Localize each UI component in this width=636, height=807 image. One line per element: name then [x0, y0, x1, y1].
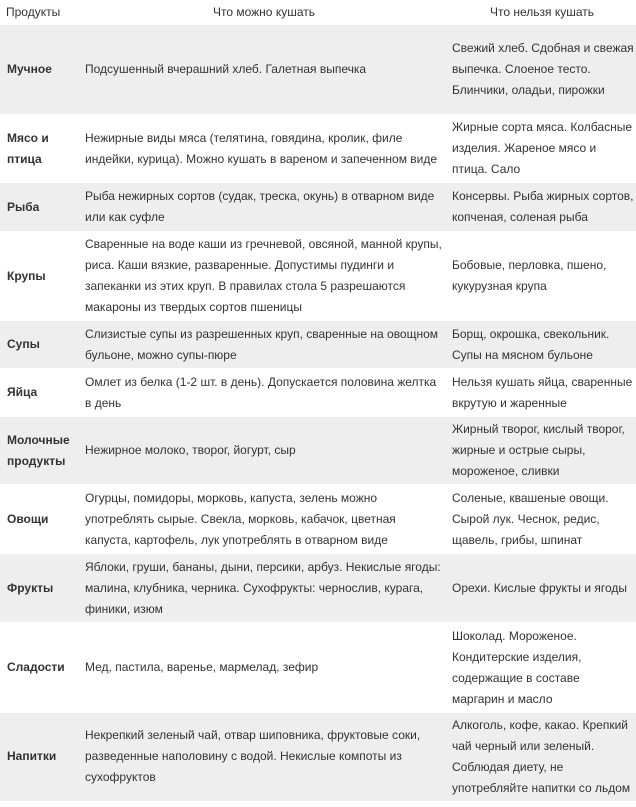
- allowed-cell: Нежирное молоко, творог, йогурт, сыр: [80, 417, 446, 485]
- product-cell: Рыба: [0, 183, 80, 232]
- product-cell: Супы: [0, 321, 80, 369]
- product-cell: Мясо и птица: [0, 115, 80, 183]
- allowed-cell: Некрепкий зеленый чай, отвар шиповника, фруктовые соки, разведенные наполовину с водой. Некислые компоты из сухофруктов: [80, 713, 446, 801]
- forbidden-cell: Бобовые, перловка, пшено, кукурузная крупа: [446, 232, 636, 321]
- table-row: [0, 321, 636, 369]
- product-cell: Яйца: [0, 369, 80, 417]
- table-header: [0, 0, 636, 25]
- allowed-cell: Слизистые супы из разрешенных круп, сваренные на овощном бульоне, можно супы-пюре: [80, 321, 446, 369]
- table-row: [0, 25, 636, 115]
- header-forbidden: Что нельзя кушать: [446, 0, 636, 25]
- table-row: [0, 623, 636, 713]
- forbidden-cell: Жирный творог, кислый творог, жирные и острые сыры, мороженое, сливки: [446, 417, 636, 485]
- allowed-cell: Яблоки, груши, бананы, дыни, персики, арбуз. Некислые ягоды: малина, клубника, черника. Сухофрукты: чернослив, курага, финики, изюм: [80, 554, 446, 623]
- table-row: [0, 417, 636, 485]
- table-row: [0, 115, 636, 183]
- allowed-cell: Нежирные виды мяса (телятина, говядина, кролик, филе индейки, курица). Можно кушать в вареном и запеченном виде: [80, 115, 446, 183]
- forbidden-cell: Соленые, квашеные овощи. Сырой лук. Чеснок, редис, щавель, грибы, шпинат: [446, 485, 636, 554]
- allowed-cell: Рыба нежирных сортов (судак, треска, окунь) в отварном виде или как суфле: [80, 183, 446, 232]
- allowed-cell: Мед, пастила, варенье, мармелад, зефир: [80, 623, 446, 713]
- product-cell: Мучное: [0, 25, 80, 115]
- product-cell: Крупы: [0, 232, 80, 321]
- forbidden-cell: Шоколад. Мороженое. Кондитерские изделия, содержащие в составе маргарин и масло: [446, 623, 636, 713]
- table-row: [0, 183, 636, 232]
- product-cell: Фрукты: [0, 554, 80, 623]
- table-row: [0, 554, 636, 623]
- forbidden-cell: Нельзя кушать яйца, сваренные вкрутую и жаренные: [446, 369, 636, 417]
- table-row: [0, 485, 636, 554]
- product-cell: Напитки: [0, 713, 80, 801]
- allowed-cell: Омлет из белка (1-2 шт. в день). Допускается половина желтка в день: [80, 369, 446, 417]
- table-body: [0, 25, 636, 801]
- table-row: [0, 232, 636, 321]
- forbidden-cell: Свежий хлеб. Сдобная и свежая выпечка. Слоеное тесто. Блинчики, оладьи, пирожки: [446, 25, 636, 115]
- table-row: [0, 369, 636, 417]
- header-row: [0, 0, 636, 25]
- product-cell: Сладости: [0, 623, 80, 713]
- header-allowed: Что можно кушать: [80, 0, 446, 25]
- product-cell: Овощи: [0, 485, 80, 554]
- forbidden-cell: Консервы. Рыба жирных сортов, копченая, соленая рыба: [446, 183, 636, 232]
- allowed-cell: Сваренные на воде каши из гречневой, овсяной, манной крупы, риса. Каши вязкие, разваренные. Допустимы пудинги и запеканки из этих круп. В правилах стола 5 разрешаются макароны из твердых сортов пшеницы: [80, 232, 446, 321]
- allowed-cell: Огурцы, помидоры, морковь, капуста, зелень можно употреблять сырые. Свекла, морковь, кабачок, цветная капуста, картофель, лук употреблять в отварном виде: [80, 485, 446, 554]
- forbidden-cell: Жирные сорта мяса. Колбасные изделия. Жареное мясо и птица. Сало: [446, 115, 636, 183]
- forbidden-cell: Борщ, окрошка, свекольник. Супы на мясном бульоне: [446, 321, 636, 369]
- allowed-cell: Подсушенный вчерашний хлеб. Галетная выпечка: [80, 25, 446, 115]
- forbidden-cell: Орехи. Кислые фрукты и ягоды: [446, 554, 636, 623]
- product-cell: Молочные продукты: [0, 417, 80, 485]
- header-products: Продукты: [0, 0, 80, 25]
- forbidden-cell: Алкоголь, кофе, какао. Крепкий чай черный или зеленый. Соблюдая диету, не употребляйте напитки со льдом: [446, 713, 636, 801]
- table-row: [0, 713, 636, 801]
